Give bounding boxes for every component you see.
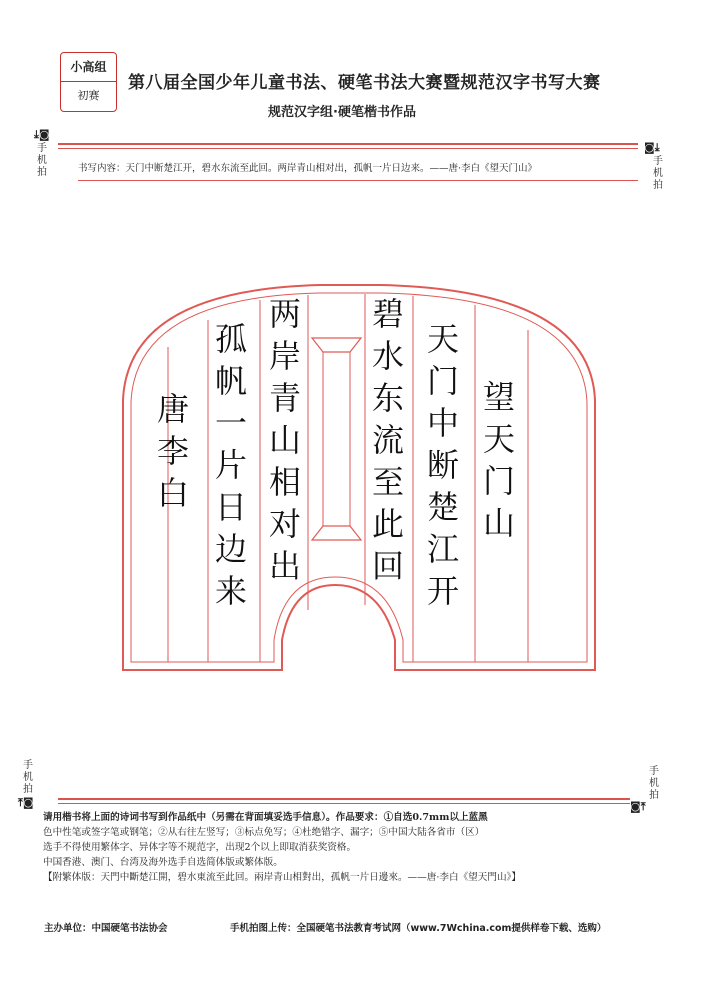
footer-organizer: 主办单位：中国硬笔书法协会	[44, 923, 168, 934]
upload-arrow-icon: ⤒	[640, 800, 646, 813]
left-top-phone-label: 手机拍	[37, 143, 47, 178]
stage-label: 初赛	[77, 89, 100, 102]
instruction-line: 选手不得使用繁体字、异体字等不规范字，出现2个以上即取消获奖资格。	[43, 842, 357, 853]
poem-column-1: 天门中断楚江开	[426, 320, 459, 610]
poem-column-3: 两岸青山相对出	[268, 295, 301, 585]
content-line: 书写内容：天门中断楚江开，碧水东流至此回。两岸青山相对出，孤帆一片日边来。——唐·李白《望天门山》	[78, 163, 538, 174]
camera-icon: ◙	[644, 141, 655, 154]
page-subtitle: 规范汉字组·硬笔楷书作品	[268, 105, 416, 120]
instructions	[43, 810, 663, 885]
poem-column-4: 孤帆一片日边来	[214, 320, 247, 610]
right-bottom-phone-label: 手机拍	[649, 766, 659, 801]
footer-upload: 手机拍图上传：全国硬笔书法教育考试网（www.7Wchina.com提供样卷下载、选购）	[230, 923, 607, 934]
instruction-line: 中国香港、澳门、台湾及海外选手自选简体版或繁体版。	[43, 857, 283, 868]
camera-icon: ◙	[630, 800, 641, 813]
poem-column-author: 唐 李白	[156, 390, 189, 512]
bottom-rule-thin	[58, 803, 630, 804]
group-label: 小高组	[61, 53, 116, 82]
download-arrow-icon: ⤓	[654, 141, 660, 154]
instruction-line: 色中性笔或签字笔或钢笔；②从右往左竖写；③标点免写；④杜绝错字、漏字；⑤中国大陆各省市（区）	[43, 827, 485, 838]
left-bottom-phone-label: 手机拍	[23, 760, 33, 795]
poem-column-2: 碧水东流至此回	[371, 295, 404, 585]
right-top-phone-label: 手机拍	[653, 156, 663, 191]
bottom-rule	[58, 798, 630, 800]
left-bottom-marker	[18, 796, 34, 810]
poem-column-title: 望天门山	[482, 378, 515, 542]
instruction-line: 【附繁体版：天門中斷楚江開，碧水東流至此回。兩岸青山相對出，孤帆一片日邊來。——唐·李白《望天門山》】	[43, 872, 521, 883]
camera-icon: ◙	[22, 796, 34, 809]
camera-icon: ◙	[38, 128, 50, 141]
page-title: 第八届全国少年儿童书法、硬笔书法大赛暨规范汉字书写大赛	[128, 73, 601, 93]
instruction-line: 请用楷书将上面的诗词书写到作品纸中（另需在背面填妥选手信息）。作品要求：①自选0.7mm以上蓝黑	[43, 812, 488, 823]
upload-arrow-icon: ⤒	[18, 796, 23, 809]
download-arrow-icon: ⤓	[34, 128, 39, 141]
